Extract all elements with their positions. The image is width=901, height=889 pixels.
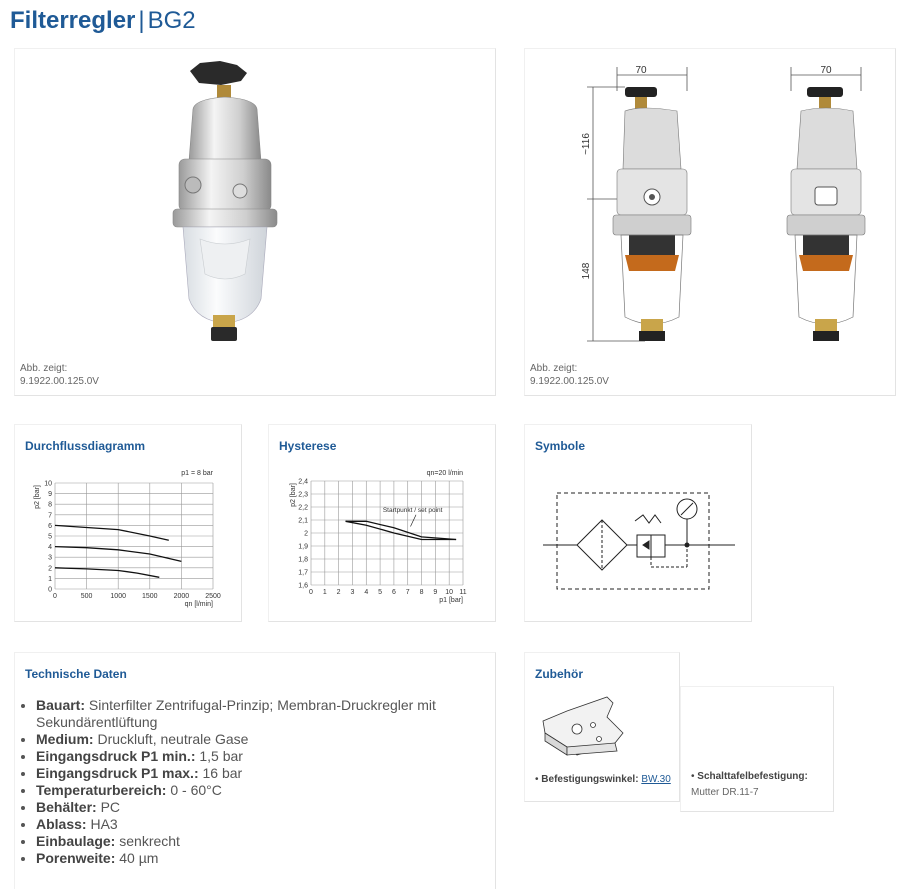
chart-annotation: p1 = 8 bar [181,470,213,477]
title-separator: | [138,7,145,34]
y-tick-label: 1,6 [298,582,308,590]
x-tick-label: 9 [433,589,438,596]
chart-annotation-curve: Startpunkt / set point [382,507,443,515]
page-title [10,6,196,36]
series-line [55,568,159,578]
x-tick-label: 1500 [142,593,158,600]
spec-item [36,782,506,799]
spec-item [36,799,506,816]
spec-label: Eingangsdruck P1 max.: [36,765,199,781]
hysteresis-card [268,424,496,622]
symbols-title: Symbole [535,439,586,453]
accessories-title: Zubehör [535,667,583,681]
spec-item [36,748,506,765]
x-tick-label: 5 [378,589,383,596]
spec-label: Porenweite: [36,850,116,866]
accessories-card-2 [680,686,834,812]
y-tick-label: 1 [48,575,52,583]
spec-value: 0 - 60°C [170,782,222,798]
y-tick-label: 2,4 [298,478,308,486]
y-tick-label: 2 [48,565,52,573]
spec-item [36,850,506,867]
x-tick-label: 2 [336,589,341,596]
dim-height-bottom: 148 [581,262,592,280]
caption-line1: Abb. zeigt: [20,363,68,374]
y-tick-label: 5 [48,533,52,541]
spec-value: 16 bar [202,765,243,781]
mounting-bracket-image [527,691,677,771]
y-tick-label: 1,8 [298,556,308,564]
spec-item [36,697,506,731]
hysteresis-title: Hysterese [279,439,337,453]
dimension-drawing-caption [530,362,609,388]
spec-label: Bauart: [36,697,86,713]
x-tick-label: 11 [459,589,467,596]
spec-value: senkrecht [119,833,180,849]
x-tick-label: 10 [445,589,454,596]
x-tick-label: 7 [405,589,410,596]
x-tick-label: 1000 [110,593,126,600]
chart-annotation-top: qn=20 l/min [426,470,463,477]
x-tick-label: 2000 [173,593,190,600]
annotation-pointer [410,515,416,527]
accessory-label: Schalttafelbefestigung: [697,771,808,782]
x-tick-label: 0 [53,593,57,600]
spec-item [36,833,506,850]
flow-diagram-card [14,424,242,622]
symbols-card [524,424,752,622]
y-tick-label: 1,7 [298,569,308,577]
hysteresis-chart [269,461,495,621]
y-tick-label: 2,1 [298,517,308,525]
y-tick-label: 0 [48,586,52,594]
dim-width-2: 70 [820,65,832,76]
x-tick-label: 0 [309,589,313,596]
y-tick-label: 2 [304,530,308,538]
y-tick-label: 10 [44,480,52,488]
spec-value: 40 µm [119,850,159,866]
y-tick-label: 7 [48,512,52,520]
x-tick-label: 3 [350,589,355,596]
x-tick-label: 500 [80,593,93,600]
accessory-item-1 [535,774,671,785]
accessory-link-bw30[interactable]: BW.30 [641,774,671,785]
spec-value: PC [100,799,121,815]
x-tick-label: 2500 [205,593,221,600]
product-image-card [14,48,496,396]
x-tick-label: 4 [364,589,369,596]
accessory-item-2 [691,769,808,801]
accessory-value: Mutter DR.11-7 [691,787,759,798]
spec-label: Temperaturbereich: [36,782,167,798]
y-tick-label: 2,3 [298,491,308,499]
x-tick-label: 6 [391,589,396,596]
product-image-caption [20,362,99,388]
y-tick-label: 8 [48,501,52,509]
caption-line1: Abb. zeigt: [530,363,578,374]
tech-data-title: Technische Daten [25,667,127,681]
x-axis-label: p1 [bar] [439,597,463,604]
y-axis-label: p2 [bar] [290,483,297,507]
spec-item [36,816,506,833]
pneumatic-symbol [525,475,751,615]
x-tick-label: 1 [322,589,327,596]
spec-item [36,731,506,748]
flow-chart [15,461,241,621]
x-tick-label: 8 [419,589,424,596]
y-axis-label: p2 [bar] [34,485,41,509]
spec-label: Eingangsdruck P1 min.: [36,748,196,764]
series-line [55,525,169,540]
spec-item [36,765,506,782]
accessory-label: Befestigungswinkel: [541,774,639,785]
spec-label: Einbaulage: [36,833,116,849]
dimension-drawing [525,49,895,359]
dimension-unit-right-body [787,87,865,341]
y-tick-label: 6 [48,522,52,530]
page-title-sub: BG2 [147,7,196,34]
flow-diagram-title: Durchflussdiagramm [25,439,146,453]
bullet-icon: • [535,774,542,785]
y-tick-label: 1,9 [298,543,308,551]
x-axis-label: qn [l/min] [184,601,213,608]
spec-label: Ablass: [36,816,87,832]
caption-line2: 9.1922.00.125.0V [530,376,609,387]
spec-value: Druckluft, neutrale Gase [97,731,249,747]
y-tick-label: 4 [48,544,52,552]
dim-width-1: 70 [635,65,647,76]
y-tick-label: 2,2 [298,504,308,512]
y-tick-label: 9 [48,491,52,499]
y-tick-label: 3 [48,554,52,562]
dimension-unit-left-body [613,87,691,341]
product-image [15,49,495,359]
caption-line2: 9.1922.00.125.0V [20,376,99,387]
tech-data-list [20,697,506,867]
dimension-drawing-card [524,48,896,396]
dim-height-top: ~116 [581,133,592,155]
bullet-icon: • [691,771,698,782]
spec-label: Behälter: [36,799,97,815]
spec-value: HA3 [90,816,118,832]
accessories-card [524,652,680,802]
page-title-main: Filterregler [10,7,136,34]
spec-label: Medium: [36,731,94,747]
spec-value: Sinterfilter Zentrifugal-Prinzip; Membran-Druckregler mit Sekundärentlüftung [36,697,436,730]
spec-value: 1,5 bar [199,748,243,764]
